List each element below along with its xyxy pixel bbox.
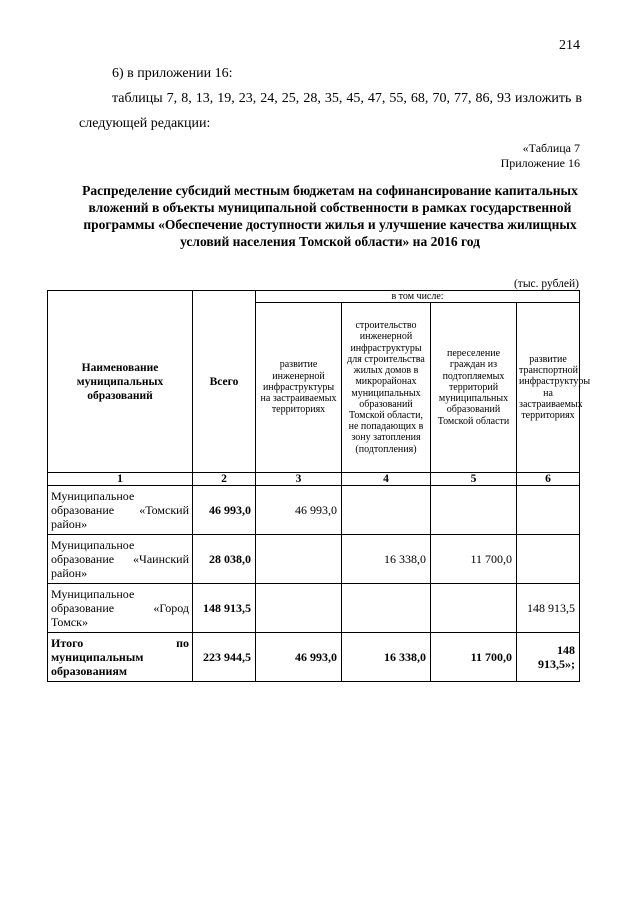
table-reference: «Таблица 7 — [522, 141, 580, 155]
col5-cell — [431, 486, 517, 535]
col4-total-cell: 16 338,0 — [342, 633, 431, 682]
col6-cell — [517, 535, 580, 584]
col6-total-cell: 148 913,5»; — [517, 633, 580, 682]
column-number: 6 — [517, 473, 580, 486]
header-total: Всего — [193, 291, 256, 473]
total-row — [48, 633, 580, 682]
col3-cell — [256, 584, 342, 633]
table-title: Распределение субсидий местным бюджетам на софинансирование капитальных вложений в объекты муниципальной собственности в рамках государственной программы «Обеспечение доступности жилья и улучшение качества жилищных условий населения Томской области» на 2016 год — [82, 183, 578, 249]
page-number: 214 — [559, 38, 580, 53]
total-cell: 46 993,0 — [193, 486, 256, 535]
grand-total-cell: 223 944,5 — [193, 633, 256, 682]
col5-cell — [431, 584, 517, 633]
column-number: 2 — [193, 473, 256, 486]
total-row-label-main: Итого по — [51, 636, 189, 650]
total-cell: 148 913,5 — [193, 584, 256, 633]
header-col4: строительство инженерной инфраструктуры для строительства жилых домов в микрорайонах муниципальных образований Томской области, не попадающих в зону затопления (подтопления) — [342, 303, 431, 473]
column-number: 4 — [342, 473, 431, 486]
municipality-name-last: Томск» — [51, 615, 88, 629]
column-number: 3 — [256, 473, 342, 486]
intro-line-2: таблицы 7, 8, 13, 19, 23, 24, 25, 28, 35, 45, 47, 55, 68, 70, 77, 86, 93 изложить в — [112, 91, 582, 106]
intro-line-3: следующей редакции: — [79, 116, 211, 131]
units-label: (тыс. рублей) — [513, 278, 579, 290]
header-col5: переселение граждан из подтопляемых территорий муниципальных образований Томской области — [431, 303, 517, 473]
header-including: в том числе: — [256, 291, 580, 303]
municipality-name-last: район» — [51, 566, 88, 580]
col3-total-cell: 46 993,0 — [256, 633, 342, 682]
column-number: 5 — [431, 473, 517, 486]
table-row — [48, 584, 580, 633]
col6-cell: 148 913,5 — [517, 584, 580, 633]
municipality-name — [48, 535, 193, 584]
column-numbers-row — [48, 473, 580, 486]
col4-cell: 16 338,0 — [342, 535, 431, 584]
municipality-name-main: Муниципальное образование «Город — [51, 587, 189, 615]
total-cell: 28 038,0 — [193, 535, 256, 584]
intro-line-1: 6) в приложении 16: — [112, 66, 233, 81]
col5-cell: 11 700,0 — [431, 535, 517, 584]
col4-cell — [342, 486, 431, 535]
municipality-name-main: Муниципальное образование «Чаинский — [51, 538, 189, 566]
municipality-name-main: Муниципальное образование «Томский — [51, 489, 189, 517]
municipality-name — [48, 486, 193, 535]
col4-cell — [342, 584, 431, 633]
table-caption — [501, 141, 580, 171]
col5-total-cell: 11 700,0 — [431, 633, 517, 682]
subsidy-table — [47, 290, 591, 682]
total-row-label — [48, 633, 193, 682]
header-col3: развитие инженерной инфраструктуры на застраиваемых территориях — [256, 303, 342, 473]
header-col6: развитие транспортной инфраструктуры на застраиваемых территориях — [517, 303, 580, 473]
col3-cell — [256, 535, 342, 584]
col6-cell — [517, 486, 580, 535]
municipality-name-last: район» — [51, 517, 88, 531]
table-row — [48, 486, 580, 535]
municipality-name — [48, 584, 193, 633]
column-number: 1 — [48, 473, 193, 486]
header-name: Наименование муниципальных образований — [48, 291, 193, 473]
total-row-label-last: муниципальным образованиям — [51, 650, 144, 678]
appendix-reference: Приложение 16 — [500, 156, 580, 170]
table-row — [48, 535, 580, 584]
col3-cell: 46 993,0 — [256, 486, 342, 535]
